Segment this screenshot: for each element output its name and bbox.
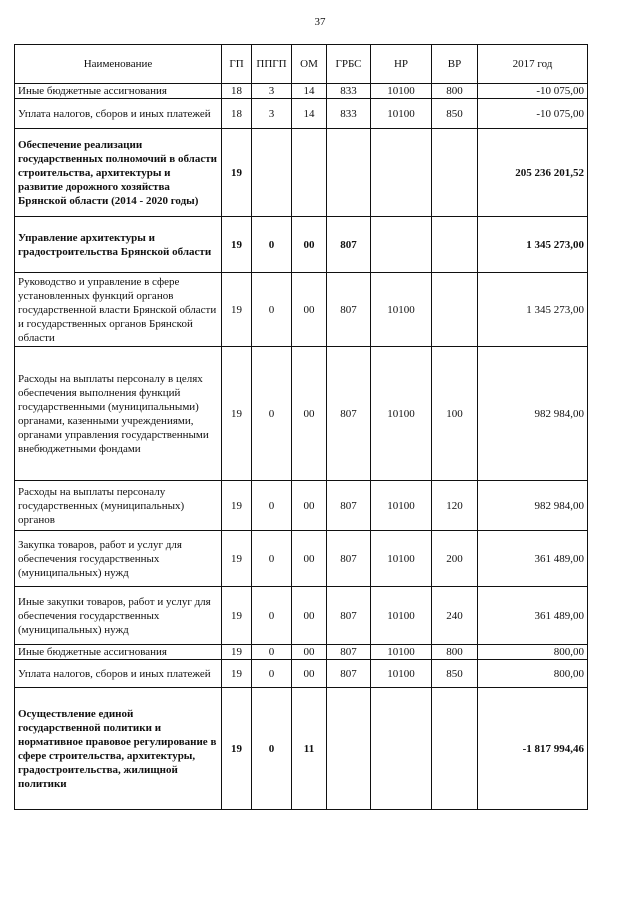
cell-gp: 19 bbox=[222, 587, 252, 645]
cell-amount: 1 345 273,00 bbox=[478, 217, 588, 273]
table-row bbox=[15, 99, 588, 129]
cell-om: 14 bbox=[292, 99, 327, 129]
cell-vr: 120 bbox=[432, 481, 478, 531]
table-row bbox=[15, 273, 588, 347]
cell-grbs: 807 bbox=[327, 481, 371, 531]
cell-name: Уплата налогов, сборов и иных платежей bbox=[15, 660, 222, 688]
cell-vr: 850 bbox=[432, 660, 478, 688]
cell-amount: 361 489,00 bbox=[478, 531, 588, 587]
cell-om bbox=[292, 129, 327, 217]
cell-vr: 800 bbox=[432, 645, 478, 660]
cell-ppgp: 0 bbox=[252, 217, 292, 273]
table-row bbox=[15, 481, 588, 531]
cell-nr: 10100 bbox=[371, 84, 432, 99]
cell-gp: 18 bbox=[222, 84, 252, 99]
cell-name: Иные бюджетные ассигнования bbox=[15, 645, 222, 660]
table-row bbox=[15, 217, 588, 273]
cell-amount: 361 489,00 bbox=[478, 587, 588, 645]
cell-nr: 10100 bbox=[371, 347, 432, 481]
cell-ppgp: 3 bbox=[252, 84, 292, 99]
cell-vr bbox=[432, 273, 478, 347]
cell-amount: 1 345 273,00 bbox=[478, 273, 588, 347]
header-nr: НР bbox=[371, 45, 432, 84]
cell-om: 00 bbox=[292, 645, 327, 660]
cell-grbs: 807 bbox=[327, 660, 371, 688]
cell-vr: 200 bbox=[432, 531, 478, 587]
cell-ppgp bbox=[252, 129, 292, 217]
page-number: 37 bbox=[314, 16, 326, 28]
cell-ppgp: 0 bbox=[252, 587, 292, 645]
cell-nr: 10100 bbox=[371, 99, 432, 129]
cell-gp: 19 bbox=[222, 217, 252, 273]
cell-grbs: 807 bbox=[327, 531, 371, 587]
cell-amount: 800,00 bbox=[478, 645, 588, 660]
cell-amount: -10 075,00 bbox=[478, 84, 588, 99]
cell-nr bbox=[371, 129, 432, 217]
cell-vr: 850 bbox=[432, 99, 478, 129]
cell-ppgp: 0 bbox=[252, 688, 292, 810]
cell-ppgp: 3 bbox=[252, 99, 292, 129]
cell-name: Закупка товаров, работ и услуг для обеспечения государственных (муниципальных) нужд bbox=[15, 531, 222, 587]
cell-grbs bbox=[327, 129, 371, 217]
cell-om: 00 bbox=[292, 587, 327, 645]
cell-amount: 982 984,00 bbox=[478, 481, 588, 531]
cell-om: 14 bbox=[292, 84, 327, 99]
cell-name: Расходы на выплаты персоналу в целях обеспечения выполнения функций государственными (муниципальными) органами, казенными учреждениями, органами управления государственными внебюджетными фондами bbox=[15, 347, 222, 481]
cell-gp: 19 bbox=[222, 531, 252, 587]
header-om: ОМ bbox=[292, 45, 327, 84]
cell-grbs: 807 bbox=[327, 587, 371, 645]
cell-ppgp: 0 bbox=[252, 347, 292, 481]
table-row bbox=[15, 129, 588, 217]
cell-grbs bbox=[327, 688, 371, 810]
cell-ppgp: 0 bbox=[252, 273, 292, 347]
cell-gp: 19 bbox=[222, 273, 252, 347]
cell-om: 00 bbox=[292, 273, 327, 347]
table-row bbox=[15, 531, 588, 587]
cell-vr: 240 bbox=[432, 587, 478, 645]
header-ppgp: ППГП bbox=[252, 45, 292, 84]
header-gp: ГП bbox=[222, 45, 252, 84]
cell-name: Осуществление единой государственной политики и нормативное правовое регулирование в сфере строительства, архитектуры, градостроительства, жилищной политики bbox=[15, 688, 222, 810]
cell-vr bbox=[432, 217, 478, 273]
cell-amount: -1 817 994,46 bbox=[478, 688, 588, 810]
table-row bbox=[15, 645, 588, 660]
cell-vr bbox=[432, 688, 478, 810]
cell-amount: 800,00 bbox=[478, 660, 588, 688]
cell-ppgp: 0 bbox=[252, 660, 292, 688]
cell-gp: 19 bbox=[222, 347, 252, 481]
table-row bbox=[15, 347, 588, 481]
cell-gp: 19 bbox=[222, 645, 252, 660]
cell-vr: 100 bbox=[432, 347, 478, 481]
cell-gp: 18 bbox=[222, 99, 252, 129]
cell-nr: 10100 bbox=[371, 273, 432, 347]
cell-gp: 19 bbox=[222, 660, 252, 688]
header-vr: ВР bbox=[432, 45, 478, 84]
cell-nr: 10100 bbox=[371, 481, 432, 531]
cell-name: Управление архитектуры и градостроительства Брянской области bbox=[15, 217, 222, 273]
cell-vr bbox=[432, 129, 478, 217]
cell-om: 00 bbox=[292, 217, 327, 273]
cell-name: Иные бюджетные ассигнования bbox=[15, 84, 222, 99]
cell-name: Иные закупки товаров, работ и услуг для обеспечения государственных (муниципальных) нужд bbox=[15, 587, 222, 645]
table-body bbox=[15, 84, 588, 810]
cell-grbs: 833 bbox=[327, 84, 371, 99]
cell-grbs: 807 bbox=[327, 645, 371, 660]
cell-gp: 19 bbox=[222, 129, 252, 217]
cell-nr: 10100 bbox=[371, 660, 432, 688]
cell-ppgp: 0 bbox=[252, 481, 292, 531]
cell-nr: 10100 bbox=[371, 645, 432, 660]
cell-amount: 982 984,00 bbox=[478, 347, 588, 481]
cell-grbs: 807 bbox=[327, 347, 371, 481]
cell-om: 11 bbox=[292, 688, 327, 810]
header-name: Наименование bbox=[15, 45, 222, 84]
cell-name: Руководство и управление в сфере установленных функций органов государственной власти Брянской области и государственных органов Брянской области bbox=[15, 273, 222, 347]
cell-name: Уплата налогов, сборов и иных платежей bbox=[15, 99, 222, 129]
cell-name: Обеспечение реализации государственных полномочий в области строительства, архитектуры и развитие дорожного хозяйства Брянской области (2014 - 2020 годы) bbox=[15, 129, 222, 217]
cell-om: 00 bbox=[292, 531, 327, 587]
cell-om: 00 bbox=[292, 347, 327, 481]
cell-om: 00 bbox=[292, 660, 327, 688]
header-grbs: ГРБС bbox=[327, 45, 371, 84]
cell-nr: 10100 bbox=[371, 531, 432, 587]
cell-grbs: 833 bbox=[327, 99, 371, 129]
table-row bbox=[15, 660, 588, 688]
header-amount-2017: 2017 год bbox=[478, 45, 588, 84]
cell-ppgp: 0 bbox=[252, 645, 292, 660]
cell-amount: -10 075,00 bbox=[478, 99, 588, 129]
cell-gp: 19 bbox=[222, 688, 252, 810]
cell-nr: 10100 bbox=[371, 587, 432, 645]
cell-amount: 205 236 201,52 bbox=[478, 129, 588, 217]
cell-vr: 800 bbox=[432, 84, 478, 99]
cell-nr bbox=[371, 217, 432, 273]
cell-ppgp: 0 bbox=[252, 531, 292, 587]
table-row bbox=[15, 688, 588, 810]
cell-nr bbox=[371, 688, 432, 810]
table-row bbox=[15, 84, 588, 99]
cell-grbs: 807 bbox=[327, 217, 371, 273]
table-row bbox=[15, 587, 588, 645]
cell-om: 00 bbox=[292, 481, 327, 531]
table-header-row bbox=[15, 45, 588, 84]
cell-name: Расходы на выплаты персоналу государственных (муниципальных) органов bbox=[15, 481, 222, 531]
budget-table bbox=[14, 44, 588, 810]
cell-grbs: 807 bbox=[327, 273, 371, 347]
cell-gp: 19 bbox=[222, 481, 252, 531]
